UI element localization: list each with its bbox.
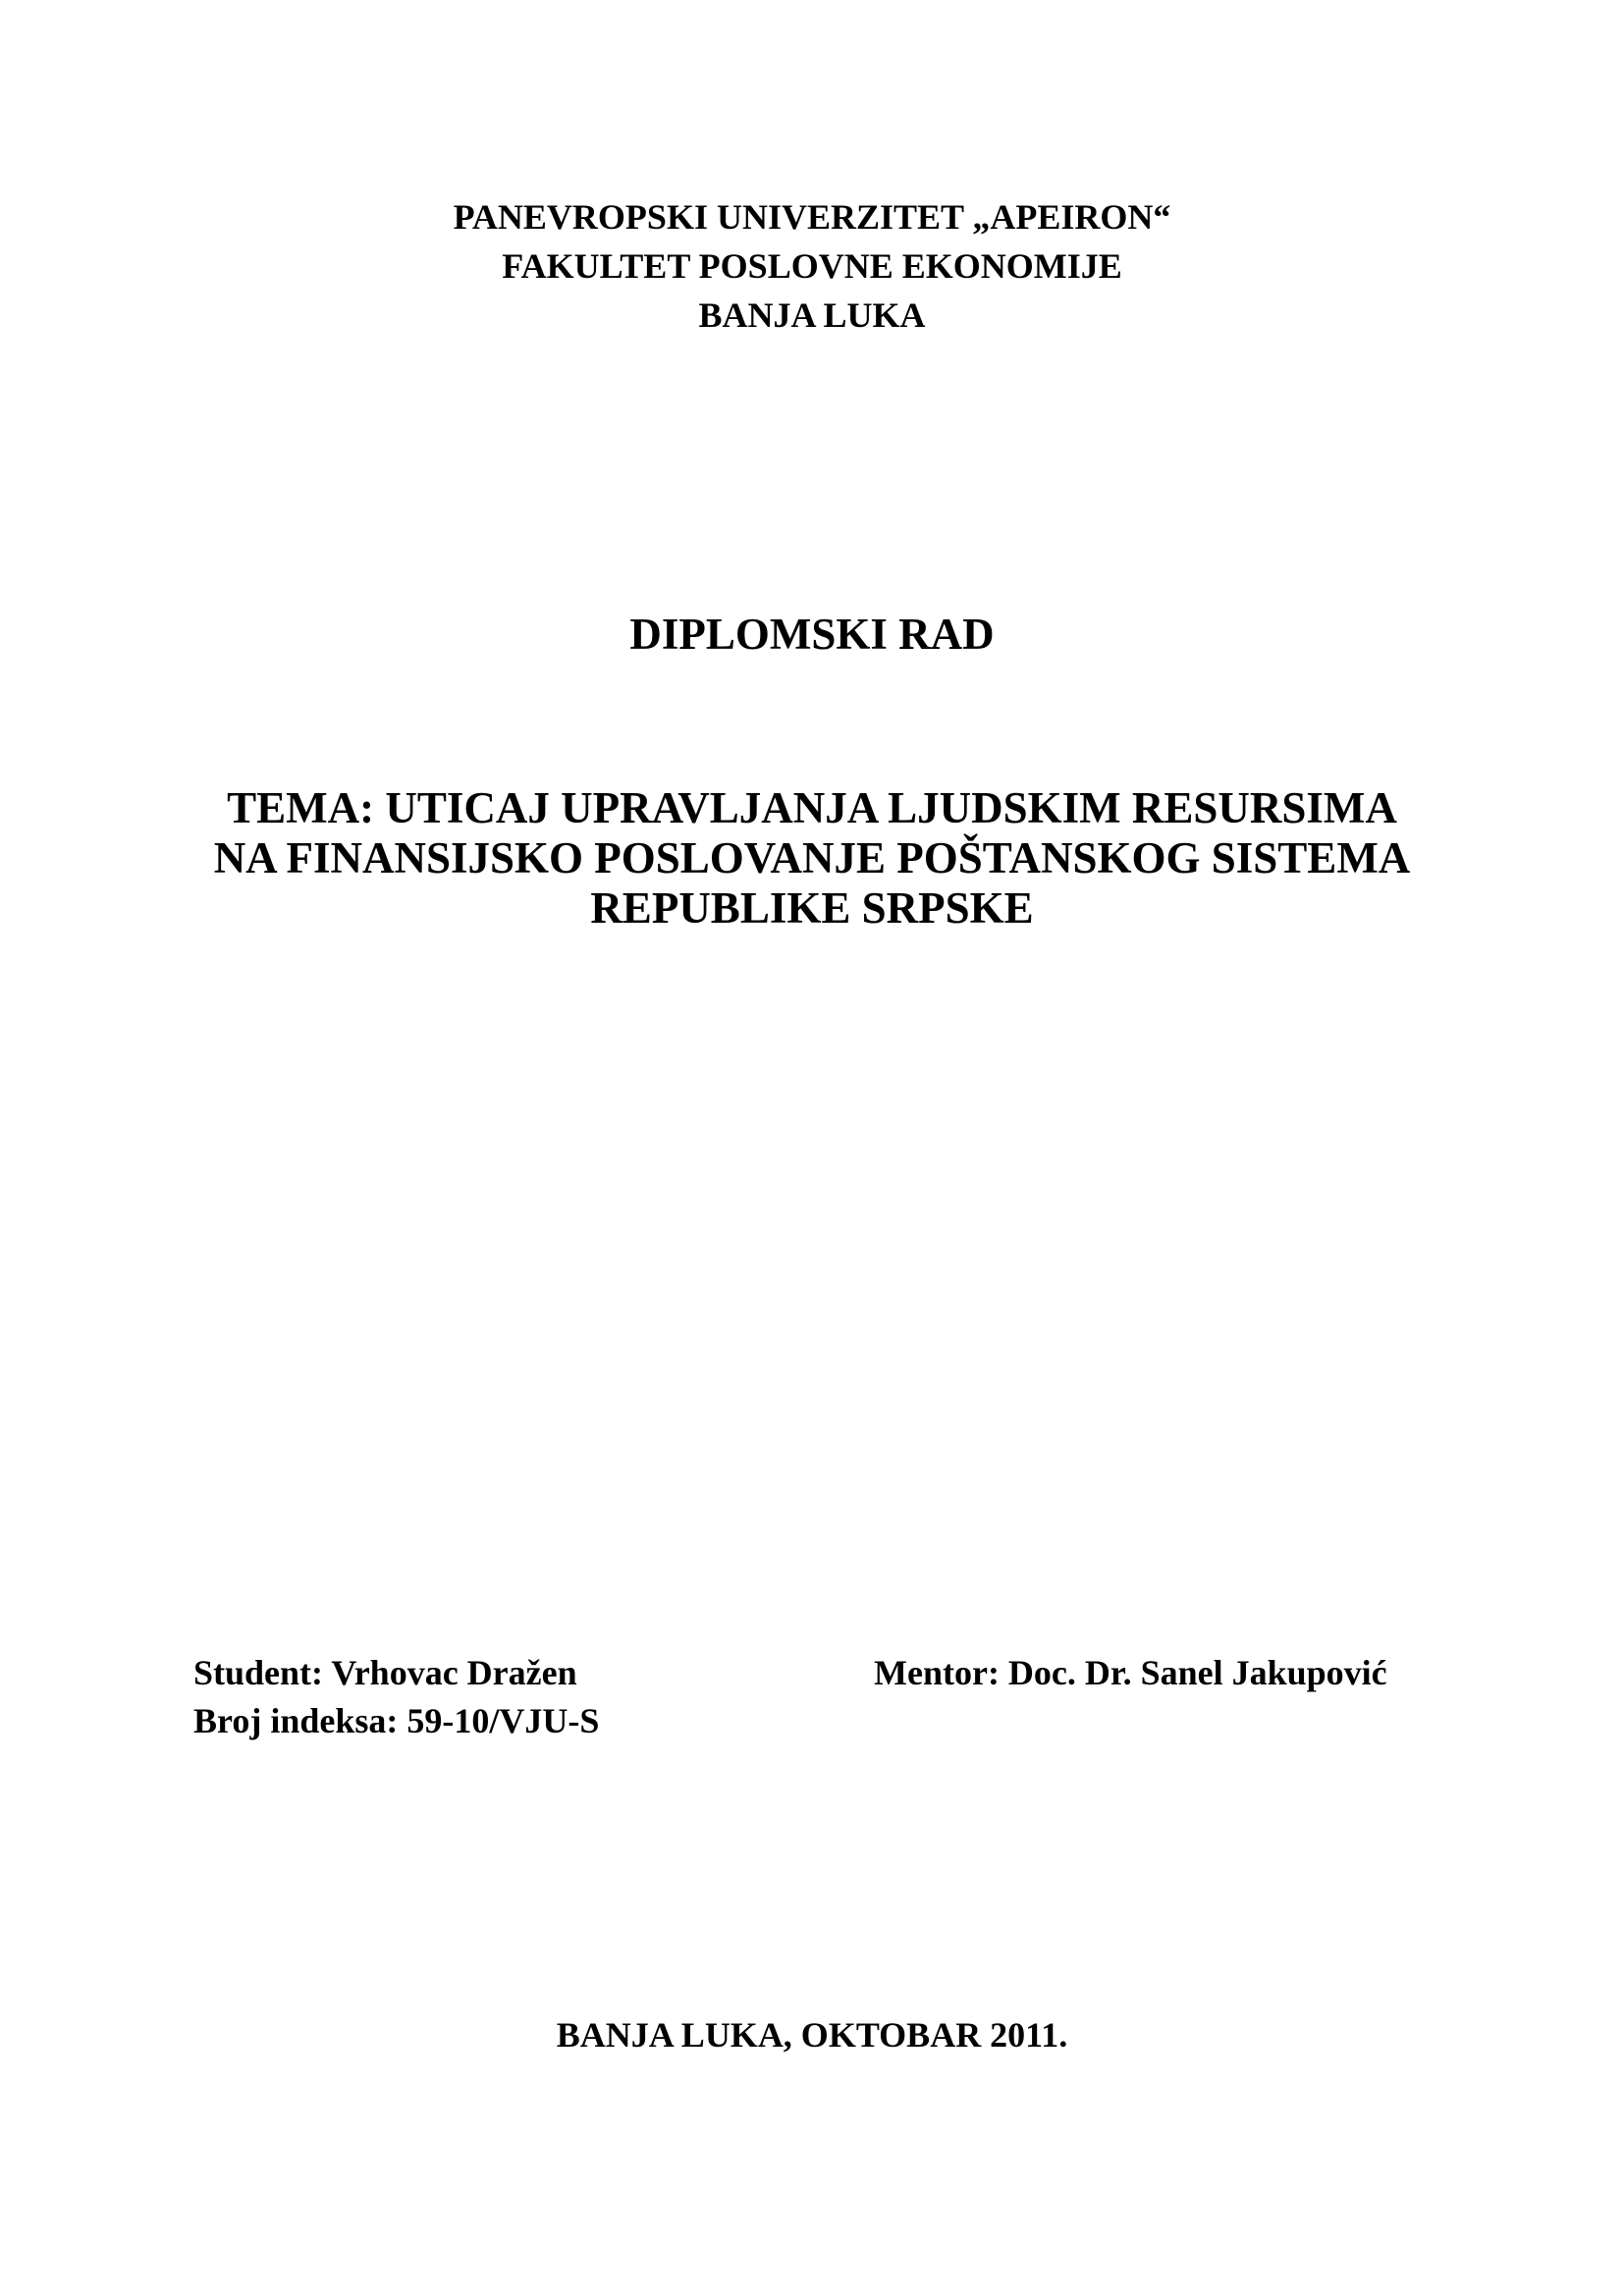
- header-city: BANJA LUKA: [698, 295, 926, 335]
- document-type: [0, 604, 1624, 665]
- thesis-topic: [0, 783, 1624, 934]
- student-info: [193, 1649, 599, 1745]
- topic-line-1: TEMA: UTICAJ UPRAVLJANJA LJUDSKIM RESURSIMA: [227, 783, 1397, 832]
- student-index: Broj indeksa: 59-10/VJU-S: [193, 1701, 600, 1740]
- student-name: Student: Vrhovac Dražen: [193, 1653, 577, 1692]
- topic-line-3: REPUBLIKE SRPSKE: [590, 883, 1034, 933]
- mentor-name: Mentor: Doc. Dr. Sanel Jakupović: [874, 1653, 1387, 1692]
- mentor-info: [874, 1649, 1387, 1697]
- faculty-name: FAKULTET POSLOVNE EKONOMIJE: [502, 246, 1122, 286]
- topic-line-2: NA FINANSIJSKO POSLOVANJE POŠTANSKOG SISTEMA: [213, 833, 1411, 882]
- university-name: PANEVROPSKI UNIVERZITET „APEIRON“: [453, 197, 1171, 237]
- document-type-label: DIPLOMSKI RAD: [629, 610, 995, 659]
- place-date: BANJA LUKA, OKTOBAR 2011.: [556, 2015, 1068, 2055]
- place-date-footer: [0, 2010, 1624, 2059]
- institution-header: [0, 192, 1624, 340]
